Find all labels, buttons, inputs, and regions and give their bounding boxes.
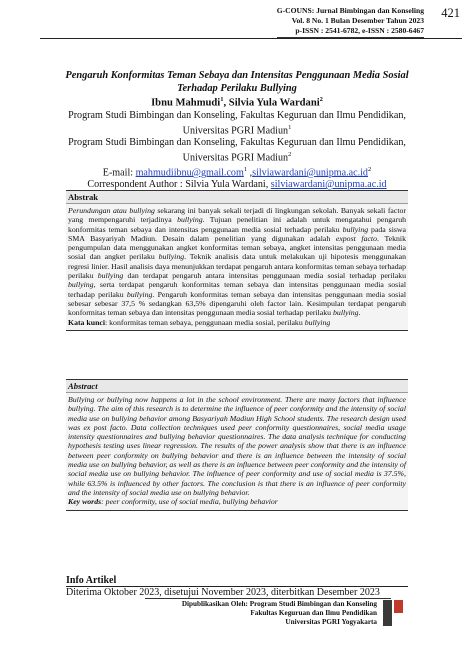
authors <box>40 96 434 109</box>
info-artikel-rule <box>66 586 408 587</box>
email-sup-2: 2 <box>367 165 372 173</box>
affiliation-2-line-2: Universitas PGRI Madiun$^2$ <box>182 150 292 164</box>
abstrak-box <box>66 190 408 331</box>
affiliation-1-sup: 1 <box>288 123 292 131</box>
affiliation-2-sup: 2 <box>288 150 292 158</box>
key-words-text: : peer conformity, use of social media, bullying behavior <box>101 497 278 507</box>
title-line-2: Terhadap Perilaku Bullying <box>177 83 297 94</box>
email-sep: , <box>247 167 253 179</box>
correspondent-email-link[interactable]: silviawardani@unipma.ac.id <box>270 179 387 191</box>
info-artikel-heading: Info Artikel <box>66 575 117 586</box>
email-link-2[interactable]: silviawardani@unipma.ac.id <box>252 167 368 179</box>
article-title <box>40 69 434 95</box>
abstract-heading: Abstract <box>66 380 408 393</box>
author-sep: , <box>223 97 229 109</box>
abstract-body: Bullying or bullying now happens a lot in the school environment. There are many factors that influence bullying. The aim of this research is to determine the influence of peer conformity and the intensity of social media use on bullying behavior among Basyariyah Madiun High School students. The research design used was ex post facto. Data collection techniques used peer conformity questionnaires, social media usage intensity questionnaires and bullying behavior questionnaires. The data analysis technique for conducting hypothesis testing uses linear regression. The results of the power analysis show that there is an influence between peer conformity on bullying behavior and there is an influence between the intensity of social media use on bullying behavior, as well as there is an influence between peer conformity and the intensity of social media use on bullying behavior. The influence of peer conformity and use of social media is 37.5%, while 63.5% is influenced by other factors. The conclusion is that there is an influence of peer conformity and the intensity of social media use on bullying behavior. Key words: peer conformity, use of social media, bullying behavior <box>68 395 406 507</box>
footer-red-bar <box>394 600 403 613</box>
author-1-sup: 1 <box>220 96 224 103</box>
email-link-1[interactable]: mahmudiibnu@gmail.com <box>135 167 244 179</box>
journal-header <box>277 6 424 36</box>
abstrak-heading: Abstrak <box>66 191 408 204</box>
abstract-box <box>66 379 408 511</box>
info-artikel-text: Diterima Oktober 2023, disetujui November 2023, diterbitkan Desember 2023 <box>66 586 380 598</box>
footer-rule <box>145 598 391 599</box>
key-words-label: Key words <box>68 497 102 507</box>
affiliation-1-line-2: Universitas PGRI Madiun$^1$ <box>182 123 292 137</box>
header-rule <box>40 38 462 39</box>
email-sup-1: 1 <box>243 165 248 173</box>
footer-dark-bar <box>383 600 392 626</box>
affiliation-1-line-1: Program Studi Bimbingan dan Konseling, Fakultas Keguruan dan Ilmu Pendidikan, <box>68 110 406 121</box>
affiliations <box>40 110 434 203</box>
publisher-footer <box>145 600 377 627</box>
journal-issn: p-ISSN : 2541-6782, e-ISSN : 2580-6467 <box>295 26 424 35</box>
kata-kunci-text: : konformitas teman sebaya, penggunaan media sosial, perilaku <box>105 317 305 327</box>
title-line-1: Pengaruh Konformitas Teman Sebaya dan Intensitas Penggunaan Media Sosial <box>65 70 409 81</box>
affiliation-2-line-1: Program Studi Bimbingan dan Konseling, Fakultas Keguruan dan Ilmu Pendidikan, <box>68 136 406 148</box>
kata-kunci-label: Kata kunci <box>68 317 106 327</box>
author-2: Silvia Yula Wardani <box>228 97 320 109</box>
publisher-line-1: Dipublikasikan Oleh: Program Studi Bimbingan dan Konseling <box>181 600 377 608</box>
journal-name: G-COUNS: Jurnal Bimbingan dan Konseling <box>276 6 424 15</box>
journal-volume: Vol. 8 No. 1 Bulan Desember Tahun 2023 <box>291 16 424 25</box>
email-line <box>40 164 434 179</box>
kata-kunci-italic: bullying <box>304 317 331 327</box>
abstrak-body: Perundungan atau bullying sekarang ini banyak sekali terjadi di lingkungan sekolah. Banyak sekali factor yang mempengaruhi terjadinya bullying. Tujuan penelitian ini adalah untuk mengatahui pengaruh konformitas teman sebaya dan intensitas penggunaan media sosial terhadap perilaku bullying pada siswa SMA Basyariyah Madiun. Desain dalam penelitian yang digunakan adalah expost facto. Teknik pengumpulan data menggunakan angket konformitas teman sebaya, angket intensitas penggunaan media sosial dan angket perilaku bullying. Teknik analisis data untuk melakukan uji hipotesis menggunakan regresi linier. Hasil analisis daya menunjukkan terdapat pengaruh antara konformitas teman sebaya terhadap perilaku bullying dan terdapat pengaruh antara intensitas penggunaan media sosial terhadap perilaku bullying, serta terdapat pengaruh konformitas teman sebaya dan intensitas penggunaan media sosial terhadap perilaku bullying. Pengaruh konformitas teman sebaya dan intensitas penggunaan media sosial sebesar sebesar 37,5 % sedangkan 63,5% dipengaruhi oleh factor lain. Kesimpulan terdapat pengaruh konformitas teman sebaya dan intensitas penggunaan media sosial terhadap perilaku bullying. Kata kunci: konformitas teman sebaya, penggunaan media sosial, perilaku bullying <box>68 206 406 327</box>
correspondent-label: Correspondent Author : Silvia Yula Wardani, <box>87 179 271 191</box>
author-2-sup: 2 <box>319 96 323 103</box>
author-1: Ibnu Mahmudi <box>151 97 221 109</box>
publisher-line-3: Universitas PGRI Yogyakarta <box>285 618 377 626</box>
publisher-line-2: Fakultas Keguruan dan Ilmu Pendidikan <box>250 609 377 617</box>
email-label: E-mail: <box>102 167 136 179</box>
page-number: 421 <box>441 6 460 20</box>
info-artikel <box>66 575 408 598</box>
